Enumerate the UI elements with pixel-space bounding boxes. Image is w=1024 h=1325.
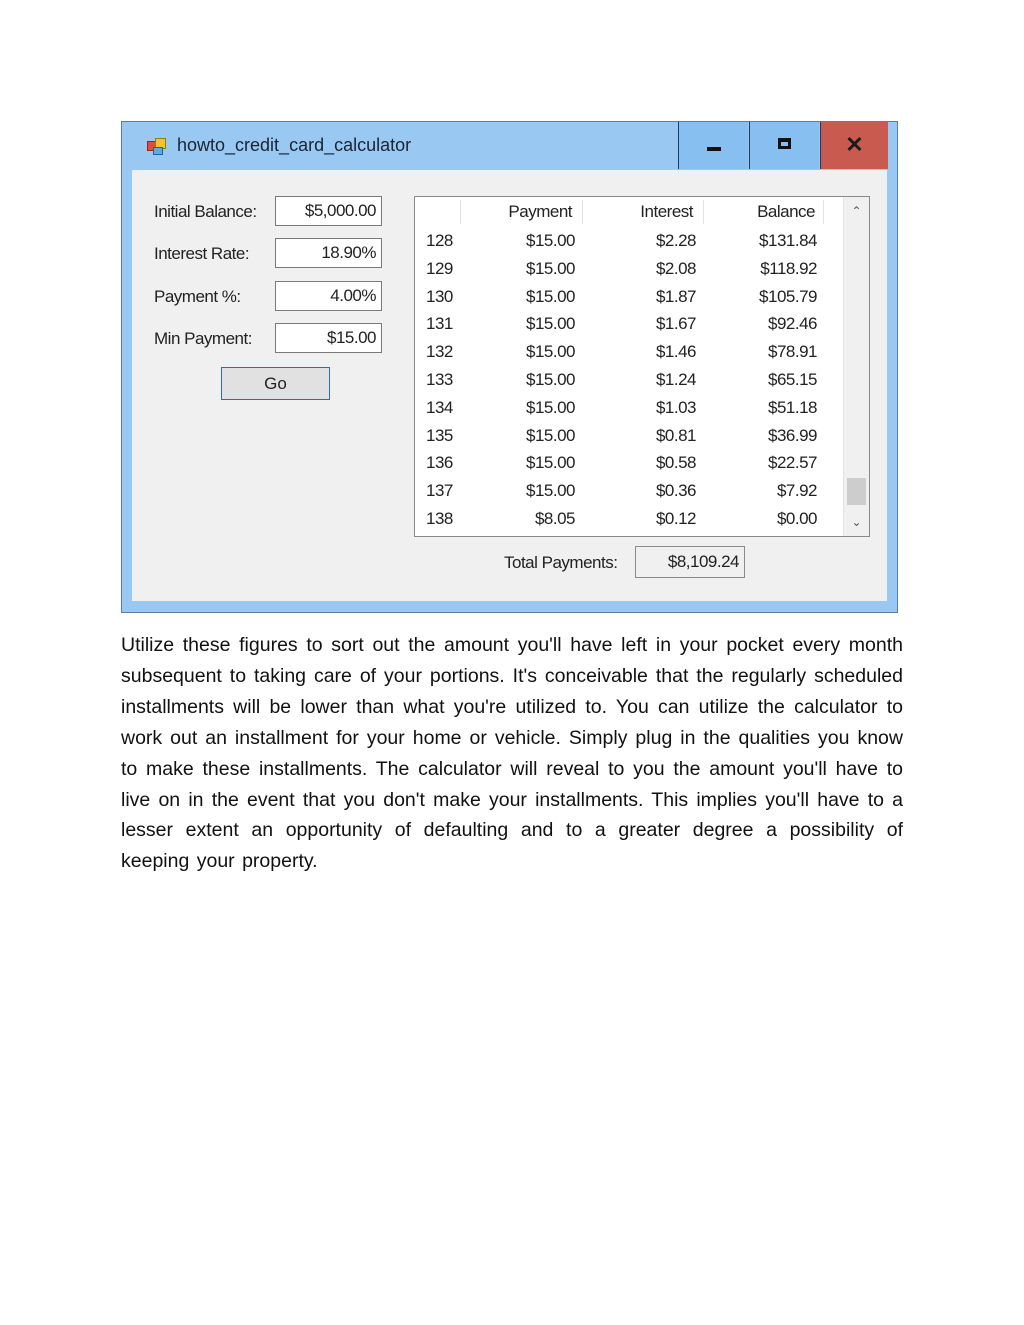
column-header-payment[interactable]: Payment xyxy=(461,200,583,224)
close-button[interactable] xyxy=(820,122,888,169)
column-header-number[interactable] xyxy=(417,200,461,224)
row-number: 138 xyxy=(426,508,453,528)
table-row[interactable] xyxy=(415,366,843,394)
total-payments-label: Total Payments: xyxy=(504,553,618,572)
payment-cell: $15.00 xyxy=(526,286,575,306)
table-row[interactable] xyxy=(415,283,843,311)
interest-cell: $0.58 xyxy=(655,453,696,473)
initial-balance-label: Initial Balance: xyxy=(154,202,257,221)
row-number: 130 xyxy=(426,286,453,306)
payment-pct-label: Payment %: xyxy=(154,287,241,306)
total-payments-value: $8,109.24 xyxy=(635,546,745,578)
payment-cell: $15.00 xyxy=(526,258,575,278)
table-row[interactable] xyxy=(415,505,843,533)
row-number: 131 xyxy=(426,314,453,334)
payment-pct-field[interactable]: 4.00% xyxy=(275,281,382,311)
balance-cell: $78.91 xyxy=(768,342,817,362)
maximize-button[interactable] xyxy=(749,122,819,169)
balance-cell: $0.00 xyxy=(776,508,817,528)
payment-cell: $15.00 xyxy=(526,453,575,473)
payment-schedule-list[interactable] xyxy=(414,196,870,537)
title-bar[interactable] xyxy=(122,122,897,170)
calculator-window xyxy=(121,121,898,613)
table-row[interactable] xyxy=(415,310,843,338)
minimize-icon xyxy=(707,147,721,151)
balance-cell: $92.46 xyxy=(768,314,817,334)
table-row[interactable] xyxy=(415,227,843,255)
table-row[interactable] xyxy=(415,255,843,283)
payment-cell: $15.00 xyxy=(526,231,575,250)
scroll-down-icon[interactable]: ⌄ xyxy=(851,515,862,529)
payment-cell: $15.00 xyxy=(526,369,575,389)
list-header xyxy=(415,197,843,227)
balance-cell: $22.57 xyxy=(768,453,817,473)
body-paragraph: Utilize these figures to sort out the amount you'll have left in your pocket every month subsequent to taking care of your portions. It's conceivable that the regularly scheduled installments will be lower than what you're utilized to. You can utilize the calculator to work out an installment for your home or vehicle. Simply plug in the qualities you know to make these installments. The calculator will reveal to you the amount you'll have to live on in the event that you don't make your installments. This implies you'll have to a lesser extent an opportunity of defaulting and to a greater degree a possibility of keeping your property. xyxy=(121,634,903,873)
balance-cell: $118.92 xyxy=(760,258,817,278)
close-icon: ✕ xyxy=(845,132,864,157)
table-row[interactable] xyxy=(415,477,843,505)
payment-cell: $15.00 xyxy=(526,314,575,334)
column-header-interest[interactable]: Interest xyxy=(583,200,704,224)
payment-cell: $8.05 xyxy=(534,508,575,528)
payment-cell: $15.00 xyxy=(526,397,575,417)
initial-balance-field[interactable]: $5,000.00 xyxy=(275,196,382,226)
interest-rate-label: Interest Rate: xyxy=(154,244,250,263)
min-payment-label: Min Payment: xyxy=(154,329,252,348)
app-icon xyxy=(147,138,165,154)
column-header-balance[interactable]: Balance xyxy=(704,200,824,224)
row-number: 136 xyxy=(426,453,453,473)
row-number: 135 xyxy=(426,425,453,445)
scrollbar-thumb[interactable] xyxy=(847,478,866,505)
interest-cell: $0.81 xyxy=(655,425,696,445)
client-area xyxy=(132,170,887,601)
vertical-scrollbar[interactable] xyxy=(843,197,869,536)
balance-cell: $51.18 xyxy=(768,397,817,417)
balance-cell: $7.92 xyxy=(776,481,817,501)
go-button[interactable]: Go xyxy=(221,367,330,400)
interest-cell: $1.87 xyxy=(655,286,696,306)
row-number: 137 xyxy=(426,481,453,501)
scroll-up-icon[interactable]: ⌃ xyxy=(851,204,862,218)
table-row[interactable] xyxy=(415,338,843,366)
interest-cell: $0.36 xyxy=(655,481,696,501)
balance-cell: $105.79 xyxy=(759,286,817,306)
row-number: 134 xyxy=(426,397,453,417)
min-payment-field[interactable]: $15.00 xyxy=(275,323,382,353)
table-row[interactable] xyxy=(415,422,843,450)
interest-cell: $1.24 xyxy=(655,369,696,389)
interest-cell: $1.46 xyxy=(655,342,696,362)
row-number: 129 xyxy=(426,258,453,278)
row-number: 133 xyxy=(426,369,453,389)
interest-cell: $2.08 xyxy=(655,258,696,278)
payment-cell: $15.00 xyxy=(526,481,575,501)
interest-rate-field[interactable]: 18.90% xyxy=(275,238,382,268)
payment-cell: $15.00 xyxy=(526,342,575,362)
table-row[interactable] xyxy=(415,394,843,422)
minimize-button[interactable] xyxy=(678,122,748,169)
row-number: 128 xyxy=(426,231,453,250)
maximize-icon xyxy=(778,138,791,149)
table-row[interactable] xyxy=(415,449,843,477)
interest-cell: $0.12 xyxy=(655,508,696,528)
window-title: howto_credit_card_calculator xyxy=(177,135,412,155)
row-number: 132 xyxy=(426,342,453,362)
balance-cell: $36.99 xyxy=(768,425,817,445)
payment-cell: $15.00 xyxy=(526,425,575,445)
interest-cell: $1.67 xyxy=(655,314,696,334)
balance-cell: $131.84 xyxy=(759,231,817,250)
balance-cell: $65.15 xyxy=(768,369,817,389)
list-body xyxy=(415,227,843,533)
interest-cell: $1.03 xyxy=(655,397,696,417)
interest-cell: $2.28 xyxy=(655,231,696,250)
